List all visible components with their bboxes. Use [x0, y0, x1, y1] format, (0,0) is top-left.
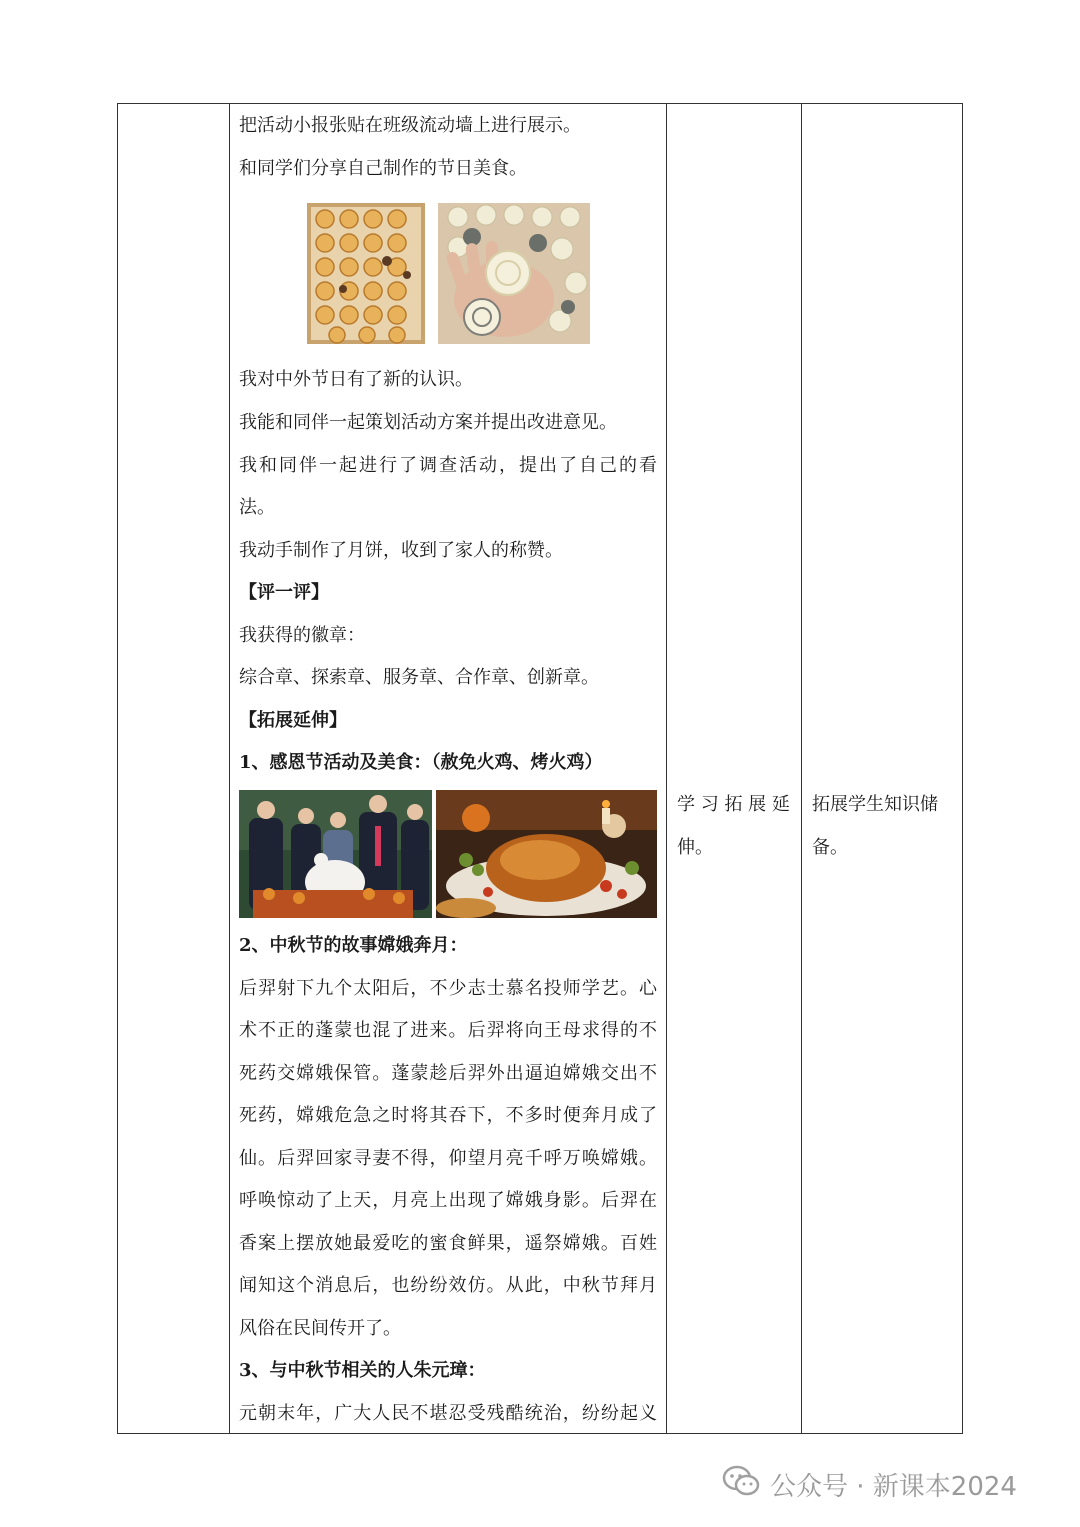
intent-text-line: 拓展学生知识储	[812, 794, 938, 815]
text-line: 和同学们分享自己制作的节日美食。	[239, 158, 527, 179]
eval-heading: 【评一评】	[239, 582, 329, 603]
story-line: 死药，嫦娥危急之时将其吞下，不多时便奔月成了	[239, 1105, 657, 1126]
text-line: 我能和同伴一起策划活动方案并提出改进意见。	[239, 412, 617, 433]
mooncake-hand-photo	[438, 203, 590, 344]
lesson-table	[117, 103, 963, 1434]
item-heading: 2、中秋节的故事嫦娥奔月：	[239, 935, 468, 956]
column-divider-1	[229, 104, 230, 1433]
text-line: 把活动小报张贴在班级流动墙上进行展示。	[239, 115, 581, 136]
intent-text-line: 备。	[812, 837, 848, 858]
wechat-icon	[722, 1465, 760, 1504]
text-line: 我动手制作了月饼，收到了家人的称赞。	[239, 540, 563, 561]
goal-text-line: 伸。	[677, 837, 713, 858]
wechat-watermark	[722, 1466, 1017, 1502]
column-divider-2	[666, 104, 667, 1433]
roast-turkey-photo	[436, 790, 657, 918]
extend-heading: 【拓展延伸】	[239, 710, 347, 731]
watermark-text: 公众号 · 新课本2024	[770, 1471, 1017, 1502]
column-divider-3	[801, 104, 802, 1433]
item-heading: 3、与中秋节相关的人朱元璋：	[239, 1360, 486, 1381]
text-line: 元朝末年，广大人民不堪忍受残酷统治，纷纷起义	[239, 1403, 657, 1424]
item-heading: 1、感恩节活动及美食：（赦免火鸡、烤火鸡）	[239, 752, 603, 773]
text-line: 综合章、探索章、服务章、合作章、创新章。	[239, 667, 599, 688]
story-line: 后羿射下九个太阳后，不少志士慕名投师学艺。心	[239, 978, 657, 999]
story-line: 风俗在民间传开了。	[239, 1318, 401, 1339]
story-line: 术不正的蓬蒙也混了进来。后羿将向王母求得的不	[239, 1020, 657, 1041]
story-line: 死药交嫦娥保管。蓬蒙趁后羿外出逼迫嫦娥交出不	[239, 1063, 657, 1084]
text-line: 我对中外节日有了新的认识。	[239, 369, 473, 390]
story-line: 香案上摆放她最爱吃的蜜食鲜果，遥祭嫦娥。百姓	[239, 1233, 657, 1254]
text-line: 我和同伴一起进行了调查活动，提出了自己的看	[239, 455, 657, 476]
text-line: 法。	[239, 497, 275, 518]
text-line: 我获得的徽章：	[239, 625, 365, 646]
story-line: 仙。后羿回家寻妻不得，仰望月亮千呼万唤嫦娥。	[239, 1148, 657, 1169]
goal-text-line: 学 习 拓 展 延	[677, 794, 790, 815]
mooncake-tray-photo	[307, 203, 425, 344]
turkey-pardon-photo	[239, 790, 432, 918]
story-line: 呼唤惊动了上天，月亮上出现了嫦娥身影。后羿在	[239, 1190, 657, 1211]
story-line: 闻知这个消息后，也纷纷效仿。从此，中秋节拜月	[239, 1275, 657, 1296]
